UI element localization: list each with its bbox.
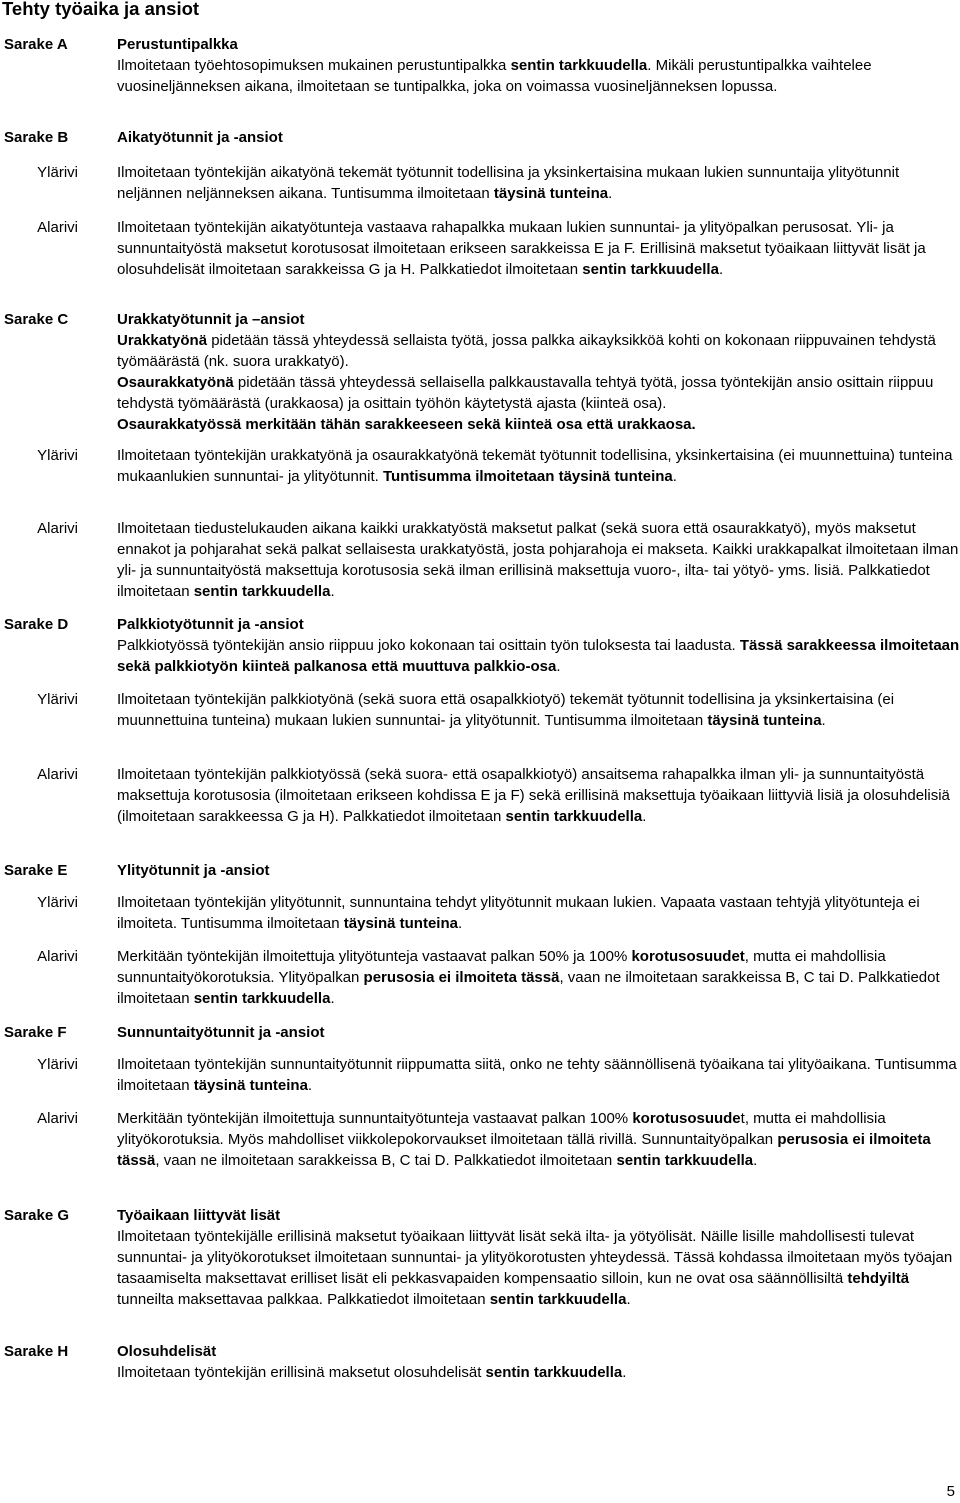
section-f-heading: Sunnuntaityötunnit ja -ansiot <box>117 1024 325 1041</box>
label-ylarivi-b: Ylärivi <box>37 164 78 181</box>
section-c-heading: Urakkatyötunnit ja –ansiot <box>117 311 305 328</box>
label-alarivi-c: Alarivi <box>37 520 78 537</box>
section-d <box>117 614 960 677</box>
section-b-heading: Aikatyötunnit ja -ansiot <box>117 129 283 146</box>
label-sarake-h: Sarake H <box>4 1343 69 1360</box>
section-c-text-3: Osaurakkatyössä merkitään tähän sarakkeeseen sekä kiinteä osa että urakkaosa. <box>117 416 696 433</box>
page-title: Tehty työaika ja ansiot <box>2 0 200 19</box>
section-c-text-2: Osaurakkatyönä pidetään tässä yhteydessä sellaisella palkkaustavalla tehtyä työtä, jossa työntekijän ansio osittain riippuu tehdystä työmäärästä (urakkaosa) ja osittain työhön käytetystä ajasta (kiinteä osa). <box>117 374 934 412</box>
section-c <box>117 309 960 435</box>
label-ylarivi-d: Ylärivi <box>37 691 78 708</box>
label-sarake-e: Sarake E <box>4 862 68 879</box>
section-g-heading: Työaikaan liittyvät lisät <box>117 1207 281 1224</box>
section-b-ylarivi-text: Ilmoitetaan työntekijän aikatyönä tekemät työtunnit todellisina ja yksinkertaisina mukaan lukien sunnuntaija ylityötunnit neljännen neljänneksen aikana. Tuntisumma ilmoitetaan täysinä tunteina. <box>117 164 900 202</box>
section-c-alarivi-text: Ilmoitetaan tiedustelukauden aikana kaikki urakkatyöstä maksetut palkat (sekä suora että osaurakkatyö), myös maksetut ennakot ja pohjarahat sekä palkat sellaisesta urakkatyöstä, josta pohjarahoja ei makseta. Kaikki urakkapalkat ilmoitetaan ilman yli- ja sunnuntaityöstä maksettuja korotusosia sekä ilman erillisinä maksettuja vuoro-, ilta- tai yötyö- yms. lisiä. Palkkatiedot ilmoitetaan sentin tarkkuudella. <box>117 520 959 600</box>
section-d-ylarivi-text: Ilmoitetaan työntekijän palkkiotyönä (sekä suora että osapalkkiotyö) tekemät työtunnit todellisina ja yksinkertaisina (ei muunnettuina tunteina) mukaan lukien sunnuntai- ja ylityötunnit. Tuntisumma ilmoitetaan täysinä tunteina. <box>117 691 895 729</box>
section-f-ylarivi-text: Ilmoitetaan työntekijän sunnuntaityötunnit riippumatta siitä, onko ne tehty säännöllisenä työaikana tai ylityöaikana. Tuntisumma ilmoitetaan täysinä tunteina. <box>117 1056 957 1094</box>
label-sarake-f: Sarake F <box>4 1024 67 1041</box>
section-c-ylarivi-text: Ilmoitetaan työntekijän urakkatyönä ja osaurakkatyönä tekemät työtunnit todellisina, yksinkertaisina (ei muunnettuina) tunteina mukaanlukien sunnuntai- ja ylityötunnit. Tuntisumma ilmoitetaan täysinä tunteina. <box>117 447 953 485</box>
label-sarake-b: Sarake B <box>4 129 69 146</box>
section-h-text: Ilmoitetaan työntekijän erillisinä maksetut olosuhdelisät sentin tarkkuudella. <box>117 1364 627 1381</box>
section-g <box>117 1205 960 1310</box>
label-ylarivi-f: Ylärivi <box>37 1056 78 1073</box>
label-sarake-c: Sarake C <box>4 311 69 328</box>
section-e-alarivi-text: Merkitään työntekijän ilmoitettuja ylityötunteja vastaavat palkan 50% ja 100% korotusosuudet, mutta ei mahdollisia sunnuntaityökorotuksia. Ylityöpalkan perusosia ei ilmoiteta tässä, vaan ne ilmoitetaan sarakkeissa B, C tai D. Palkkatiedot ilmoitetaan sentin tarkkuudella. <box>117 948 940 1007</box>
label-ylarivi-c: Ylärivi <box>37 447 78 464</box>
label-sarake-a: Sarake A <box>4 36 68 53</box>
label-ylarivi-e: Ylärivi <box>37 894 78 911</box>
section-e-ylarivi-text: Ilmoitetaan työntekijän ylityötunnit, sunnuntaina tehdyt ylityötunnit mukaan lukien. Vapaata vastaan tehtyjä ylityötunteja ei ilmoiteta. Tuntisumma ilmoitetaan täysinä tunteina. <box>117 894 920 932</box>
section-f-alarivi-text: Merkitään työntekijän ilmoitettuja sunnuntaityötunteja vastaavat palkan 100% korotusosuudet, mutta ei mahdollisia ylityökorotuksia. Myös mahdolliset viikkolepokorvaukset ilmoitetaan tällä rivillä. Sunnuntaityöpalkan perusosia ei ilmoiteta tässä, vaan ne ilmoitetaan sarakkeissa B, C tai D. Palkkatiedot ilmoitetaan sentin tarkkuudella. <box>117 1110 931 1169</box>
label-sarake-g: Sarake G <box>4 1207 70 1224</box>
section-a-heading: Perustuntipalkka <box>117 36 238 53</box>
section-h <box>117 1341 960 1383</box>
label-alarivi-f: Alarivi <box>37 1110 78 1127</box>
section-e-heading: Ylityötunnit ja -ansiot <box>117 862 270 879</box>
page-number: 5 <box>946 1483 955 1500</box>
label-alarivi-b: Alarivi <box>37 219 78 236</box>
section-c-text-1: Urakkatyönä pidetään tässä yhteydessä sellaista työtä, jossa palkka aikayksikköä kohti on kokonaan riippuvainen tehdystä työmäärästä (nk. suora urakkatyö). <box>117 332 936 370</box>
label-alarivi-d: Alarivi <box>37 766 78 783</box>
section-d-heading: Palkkiotyötunnit ja -ansiot <box>117 616 304 633</box>
section-a-text: Ilmoitetaan työehtosopimuksen mukainen perustuntipalkka sentin tarkkuudella. Mikäli perustuntipalkka vaihtelee vuosineljänneksen aikana, ilmoitetaan se tuntipalkka, joka on voimassa vuosineljänneksen lopussa. <box>117 57 872 95</box>
section-a <box>117 34 960 97</box>
label-alarivi-e: Alarivi <box>37 948 78 965</box>
section-b-alarivi-text: Ilmoitetaan työntekijän aikatyötunteja vastaava rahapalkka mukaan lukien sunnuntai- ja ylityöpalkan perusosat. Yli- ja sunnuntaityöstä maksetut korotusosat ilmoitetaan erikseen sarakkeissa E ja F. Erillisinä maksetut työaikaan liittyvät lisät ja olosuhdelisät ilmoitetaan sarakkeissa G ja H. Palkkatiedot ilmoitetaan sentin tarkkuudella. <box>117 219 926 278</box>
label-sarake-d: Sarake D <box>4 616 69 633</box>
section-g-text: Ilmoitetaan työntekijälle erillisinä maksetut työaikaan liittyvät lisät sekä ilta- ja yötyölisät. Näille lisille mahdollisesti tulevat sunnuntai- ja ylityökorotukset ilmoitetaan sunnuntai- ja ylityökorotusten yhteydessä. Tässä kohdassa ilmoitetaan myös työajan tasaamiselta maksettavat erilliset lisät eli pekkasvapaiden kompensaatio silloin, kun ne ovat osa säännöllisiltä tehdyiltä tunneilta maksettavaa palkkaa. Palkkatiedot ilmoitetaan sentin tarkkuudella. <box>117 1228 953 1308</box>
section-d-text: Palkkiotyössä työntekijän ansio riippuu joko kokonaan tai osittain työn tuloksesta tai laadusta. Tässä sarakkeessa ilmoitetaan sekä palkkiotyön kiinteä palkanosa että muuttuva palkkio-osa. <box>117 637 960 675</box>
section-h-heading: Olosuhdelisät <box>117 1343 217 1360</box>
section-d-alarivi-text: Ilmoitetaan työntekijän palkkiotyössä (sekä suora- että osapalkkiotyö) ansaitsema rahapalkka ilman yli- ja sunnuntaityöstä maksettuja korotusosia (ilmoitetaan erikseen kohdissa E ja F) sekä erillisinä maksettuja työaikaan liittyviä lisiä ja olosuhdelisiä (ilmoitetaan sarakkeessa G ja H). Palkkatiedot ilmoitetaan sentin tarkkuudella. <box>117 766 950 825</box>
